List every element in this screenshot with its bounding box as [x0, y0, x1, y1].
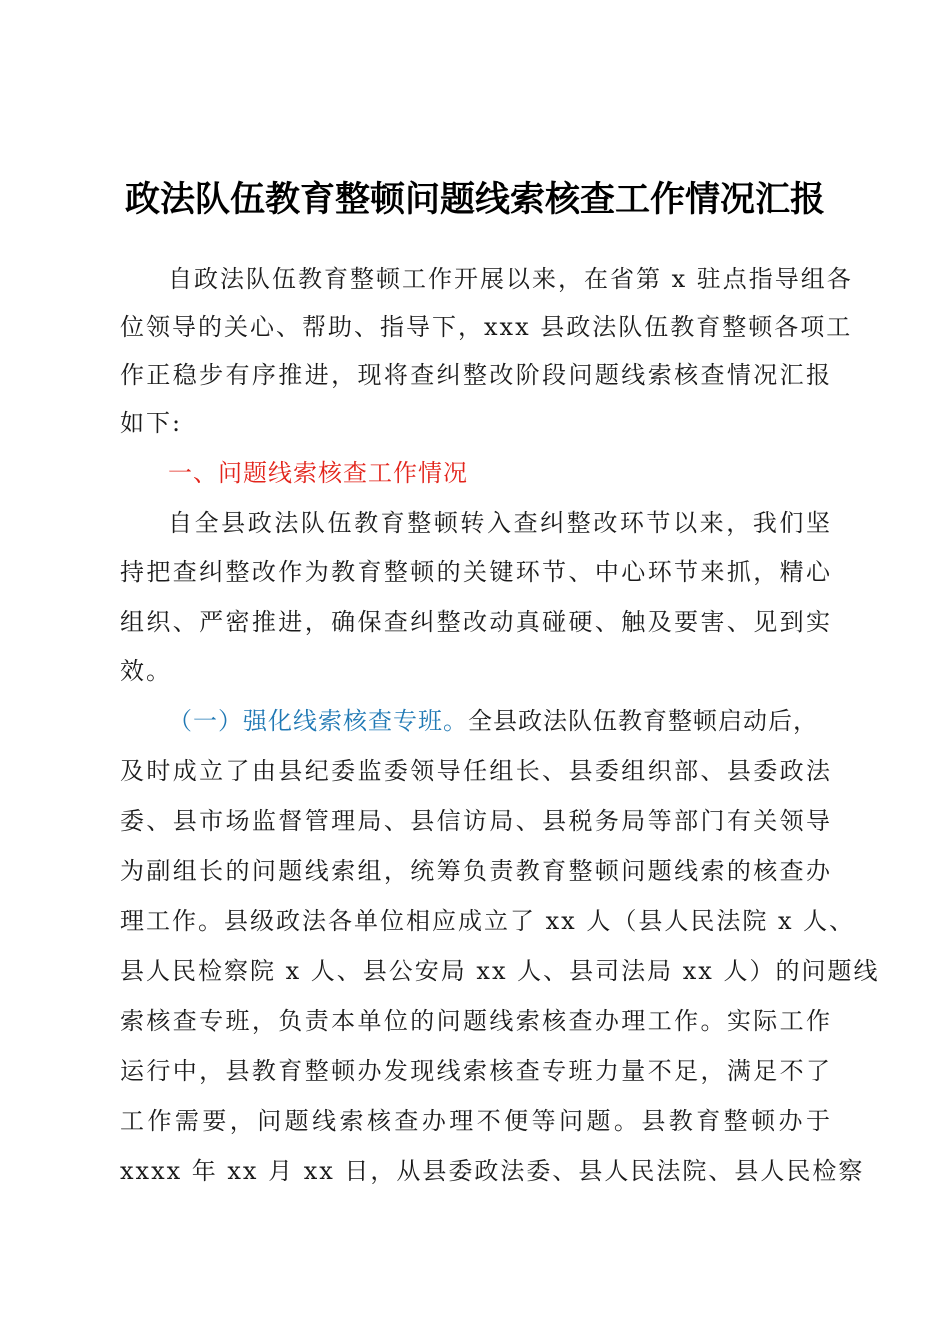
subsection-heading: （一）强化线索核查专班。 [168, 707, 468, 735]
paragraph-line: 自全县政法队伍教育整顿转入查纠整改环节以来，我们坚 [168, 509, 832, 537]
paragraph-line: 委、县市场监督管理局、县信访局、县税务局等部门有关领导 [120, 807, 832, 835]
paragraph-line: xxxx 年 xx 月 xx 日，从县委政法委、县人民法院、县人民检察 [120, 1157, 865, 1185]
paragraph-line: 及时成立了由县纪委监委领导任组长、县委组织部、县委政法 [120, 757, 832, 785]
paragraph-line: 理工作。县级政法各单位相应成立了 xx 人（县人民法院 x 人、 [120, 907, 856, 935]
paragraph-line: 为副组长的问题线索组，统筹负责教育整顿问题线索的核查办 [120, 857, 832, 885]
paragraph-line: 持把查纠整改作为教育整顿的关键环节、中心环节来抓，精心 [120, 558, 832, 586]
paragraph-line: 如下: [120, 409, 183, 437]
paragraph-line [168, 703, 840, 739]
paragraph-line: 自政法队伍教育整顿工作开展以来，在省第 x 驻点指导组各 [168, 265, 853, 293]
paragraph-line: 索核查专班，负责本单位的问题线索核查办理工作。实际工作 [120, 1007, 832, 1035]
paragraph-line: 效。 [120, 657, 172, 685]
section-heading: 一、问题线索核查工作情况 [168, 459, 468, 487]
paragraph-line: 县人民检察院 x 人、县公安局 xx 人、县司法局 xx 人）的问题线 [120, 957, 880, 985]
paragraph-text: 全县政法队伍教育整顿启动后， [468, 707, 818, 735]
paragraph-line: 工作需要，问题线索核查办理不便等问题。县教育整顿办于 [120, 1107, 832, 1135]
document-title: 政法队伍教育整顿问题线索核查工作情况汇报 [124, 179, 825, 220]
paragraph-line: 作正稳步有序推进，现将查纠整改阶段问题线索核查情况汇报 [120, 361, 832, 389]
paragraph-line: 组织、严密推进，确保查纠整改动真碰硬、触及要害、见到实 [120, 608, 832, 636]
paragraph-line: 位领导的关心、帮助、指导下，xxx 县政法队伍教育整顿各项工 [120, 313, 853, 341]
paragraph-line: 运行中，县教育整顿办发现线索核查专班力量不足，满足不了 [120, 1057, 832, 1085]
